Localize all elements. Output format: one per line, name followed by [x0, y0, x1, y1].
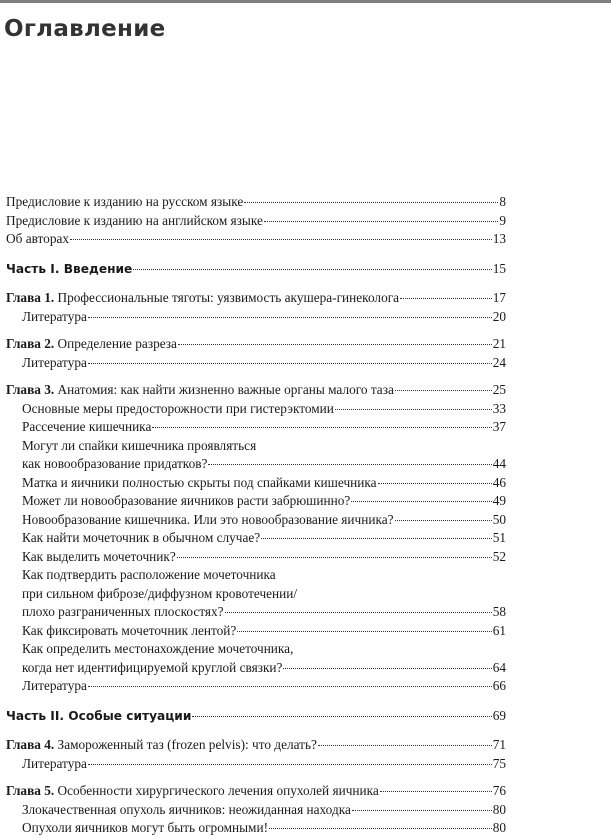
toc-subentry[interactable]: Рассечение кишечника 37	[22, 419, 506, 434]
toc-subentry[interactable]: Новообразование кишечника. Или это новообразование яичника? 50	[22, 511, 506, 527]
toc-subentry-line: Как определить местонахождение мочеточника,	[22, 641, 294, 656]
toc-subentry-line: Как подтвердить расположение мочеточника	[22, 567, 276, 582]
page-title: Оглавление	[4, 16, 166, 42]
toc-chapter-4[interactable]: Глава 4. Замороженный таз (frozen pelvis): что делать? 71	[6, 737, 506, 752]
toc-part-2[interactable]: Часть II. Особые ситуации 69	[6, 707, 506, 723]
top-rule	[0, 0, 611, 3]
table-of-contents	[6, 193, 506, 838]
toc-subentry[interactable]: как новообразование придатков? 44	[22, 456, 506, 471]
toc-chapter-3[interactable]: Глава 3. Анатомия: как найти жизненно важные органы малого таза 25	[6, 382, 506, 397]
toc-subentry[interactable]: Как фиксировать мочеточник лентой? 61	[22, 622, 506, 638]
toc-chapter-2[interactable]: Глава 2. Определение разреза 21	[6, 336, 506, 351]
toc-subentry-line: при сильном фиброзе/диффузном кровотечении/	[22, 585, 298, 601]
toc-subentry[interactable]: Основные меры предосторожности при гистерэктомии 33	[22, 400, 506, 416]
toc-chapter-5[interactable]: Глава 5. Особенности хирургического лечения опухолей яичника 76	[6, 783, 506, 798]
toc-subentry[interactable]: когда нет идентифицируемой круглой связки? 64	[22, 659, 506, 675]
toc-subentry[interactable]: Может ли новообразование яичников расти забрюшинно? 49	[22, 493, 506, 508]
toc-subentry[interactable]: Литература 24	[22, 354, 506, 370]
toc-chapter-1[interactable]: Глава 1. Профессиональные тяготы: уязвимость акушера-гинеколога 17	[6, 290, 506, 305]
toc-subentry[interactable]: Опухоли яичников могут быть огромными! 80	[22, 820, 506, 835]
toc-entry[interactable]: Предисловие к изданию на русском языке 8	[6, 194, 506, 209]
toc-subentry-line: Могут ли спайки кишечника проявляться	[22, 437, 257, 453]
toc-subentry[interactable]: Как выделить мочеточник? 52	[22, 548, 506, 564]
toc-subentry[interactable]: Литература 66	[22, 678, 506, 693]
toc-subentry[interactable]: Матка и яичники полностью скрыты под спайками кишечника 46	[22, 474, 506, 490]
toc-entry[interactable]: Об авторах 13	[6, 231, 506, 246]
toc-subentry[interactable]: плохо разграниченных плоскостях? 58	[22, 604, 506, 619]
toc-part-1[interactable]: Часть I. Введение 15	[6, 260, 506, 276]
toc-subentry[interactable]: Злокачественная опухоль яичников: неожиданная находка 80	[22, 801, 506, 817]
toc-entry[interactable]: Предисловие к изданию на английском языке 9	[6, 212, 506, 228]
toc-subentry[interactable]: Литература 20	[22, 308, 506, 324]
toc-subentry[interactable]: Как найти мочеточник в обычном случае? 51	[22, 530, 506, 545]
toc-subentry[interactable]: Литература 75	[22, 755, 506, 771]
